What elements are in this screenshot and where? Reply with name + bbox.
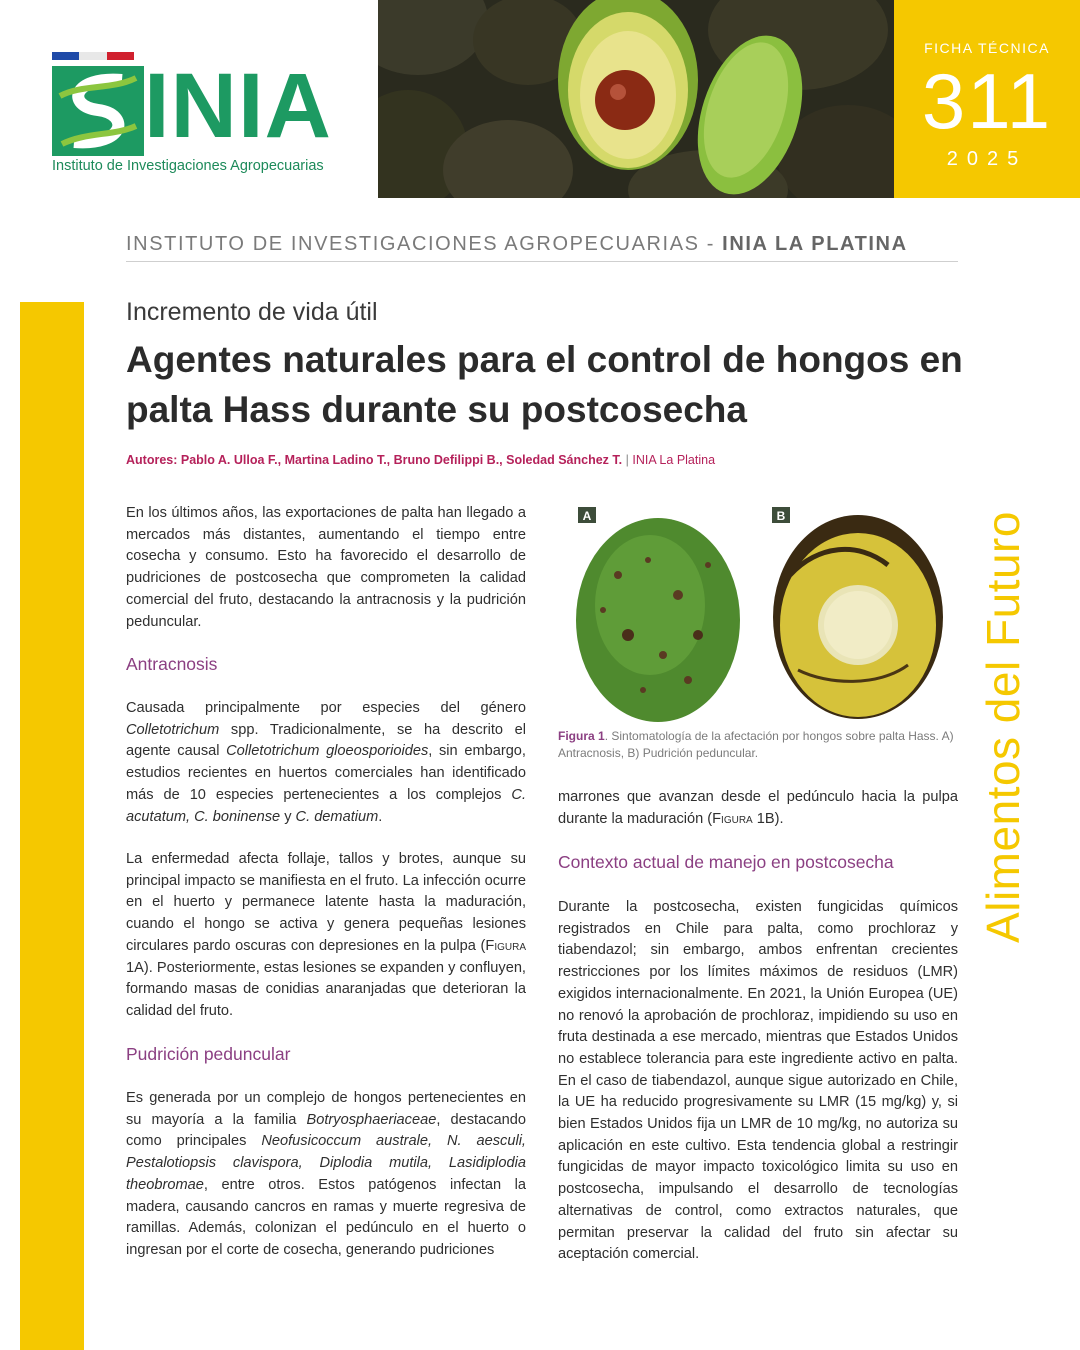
institution-unit: INIA LA PLATINA bbox=[722, 233, 908, 255]
text: . bbox=[378, 808, 383, 825]
institution-separator: - bbox=[699, 233, 723, 255]
article-title: Agentes naturales para el control de hongos en palta Hass durante su postcosecha bbox=[126, 339, 963, 430]
figure-ref: Figura 1A bbox=[126, 937, 526, 976]
figure-label-a: A bbox=[582, 509, 592, 523]
authors-line bbox=[126, 453, 986, 467]
chile-flag-stripe bbox=[52, 52, 134, 60]
text: ). bbox=[774, 810, 784, 827]
institution-name: INSTITUTO DE INVESTIGACIONES AGROPECUARIAS bbox=[126, 233, 700, 255]
authors: Autores: Pablo A. Ulloa F., Martina Ladino T., Bruno Defilippi B., Soledad Sánchez T. bbox=[126, 453, 623, 467]
text-italic: C. acutatum, C. boninense bbox=[126, 786, 526, 825]
logo-wordmark: INIA bbox=[144, 55, 332, 157]
text: y bbox=[280, 808, 296, 825]
paragraph-contexto: Durante la postcosecha, existen fungicidas químicos registrados en Chile para palta, como prochloraz y tiabendazol; sin embargo, ambos enfrentan crecientes restricciones por los límites máximos de residuos (LMR) exigidos internacionalmente. En 2021, la Unión Europea (UE) no renovó la aprobación de prochloraz, impidiendo su uso en fruta destinada a ese mercado, mientras que Estados Unidos no establece tolerancia para este ingrediente activo en palta. En el caso de tiabendazol, aunque sigue autorizado en Chile, la UE ha reducido progresivamente su LMR (15 mg/kg) y, si bien Estados Unidos fija un LMR de 10 mg/kg, no autoriza su aplicación en este cultivo. Esta tendencia global a restringir fungicidas de mayor impacto toxicológico limita su uso en postcosecha, impulsando el desarrollo de tecnologías alternativas de control, como extractos naturales, que permitan preservar la calidad del fruto sin afectar su aceptación comercial. bbox=[558, 899, 958, 1263]
caption-text: . Sintomatología de la afectación por hongos sobre palta Hass. A) Antracnosis, B) Pudrición peduncular. bbox=[558, 729, 954, 760]
text-italic: Colletotrichum bbox=[126, 721, 220, 738]
text: , sin embargo, estudios recientes en huertos comerciales han identificado más de 10 especies pertenecientes a los complejos bbox=[126, 743, 526, 803]
ficha-year: 2025 bbox=[946, 148, 1028, 170]
ficha-number: 311 bbox=[921, 57, 1053, 145]
text: Causada principalmente por especies del género bbox=[126, 700, 526, 716]
heading-pudricion: Pudrición peduncular bbox=[126, 1044, 291, 1064]
caption-label: Figura 1 bbox=[558, 729, 605, 743]
figure-label-b: B bbox=[776, 509, 786, 523]
heading-antracnosis: Antracnosis bbox=[126, 654, 218, 674]
paragraph-antracnosis-2 bbox=[126, 849, 526, 1023]
text-italic: Botryosphaeriaceae bbox=[306, 1111, 437, 1128]
text: Es generada por un complejo de hongos pertenecientes en su mayoría a la familia bbox=[126, 1090, 526, 1128]
logo-subtitle: Instituto de Investigaciones Agropecuarias bbox=[52, 158, 324, 174]
inia-s-icon bbox=[52, 66, 144, 156]
text: , entre otros. Estos patógenos infectan la madera, causando cancros en ramas y muerte regresiva de ramillas. Además, colonizan el pedúnculo en el huerto o ingresan por el corte de cosecha, generando pudriciones bbox=[126, 1176, 526, 1258]
affiliation: INIA La Platina bbox=[632, 453, 716, 467]
ficha-tecnica-badge bbox=[894, 0, 1080, 198]
article-kicker: Incremento de vida útil bbox=[126, 298, 378, 326]
avocado-hero-image bbox=[378, 0, 894, 198]
figure-1-image bbox=[558, 505, 958, 725]
text: ). Posteriormente, estas lesiones se expanden y confluyen, formando masas de conidias anaranjadas que deterioran la calidad del fruto. bbox=[126, 959, 526, 1019]
author-separator: | bbox=[625, 453, 629, 467]
text: spp. Tradicionalmente, se ha descrito el agente causal bbox=[126, 721, 526, 760]
text-italic: Neofusicoccum australe, N. aesculi, Pestalotiopsis clavispora, Diplodia mutila, Lasidiplodia theobromae bbox=[126, 1133, 526, 1193]
figure-caption bbox=[558, 728, 958, 762]
inia-logo bbox=[52, 52, 362, 182]
text: marrones que avanzan desde el pedúnculo hacia la pulpa durante la maduración ( bbox=[558, 789, 958, 827]
divider bbox=[126, 261, 958, 262]
paragraph-intro: En los últimos años, las exportaciones de palta han llegado a mercados más distantes, aumentando el tiempo entre cosecha y consumo. Esto ha favorecido el desarrollo de pudriciones de postcosecha que comprometen la calidad comercial del fruto, destacando la antracnosis y la pudrición peduncular. bbox=[126, 505, 526, 630]
figure-ref: Figura 1B bbox=[712, 810, 775, 827]
paragraph-antracnosis-1 bbox=[126, 698, 526, 828]
text-italic: Colletotrichum gloeosporioides bbox=[226, 743, 429, 760]
heading-contexto: Contexto actual de manejo en postcosecha bbox=[558, 852, 894, 872]
paragraph-pudricion bbox=[126, 1088, 526, 1262]
ficha-label: FICHA TÉCNICA bbox=[924, 40, 1050, 56]
series-vertical-label bbox=[968, 432, 1038, 1022]
yellow-side-bar bbox=[20, 302, 84, 1350]
series-title: Alimentos del Futuro bbox=[977, 511, 1029, 943]
text: , destacando como principales bbox=[126, 1111, 526, 1150]
institution-line bbox=[126, 233, 958, 256]
text: La enfermedad afecta follaje, tallos y brotes, aunque su principal impacto se manifiesta en el fruto. La infección ocurre en el huerto y permanece latente hasta la maduración, cuando el hongo se activa y genera pequeñas lesiones circulares pardo oscuras con depresiones en la pulpa ( bbox=[126, 851, 526, 954]
text-italic: C. dematium bbox=[295, 808, 379, 825]
paragraph-pudricion-cont bbox=[558, 787, 958, 830]
